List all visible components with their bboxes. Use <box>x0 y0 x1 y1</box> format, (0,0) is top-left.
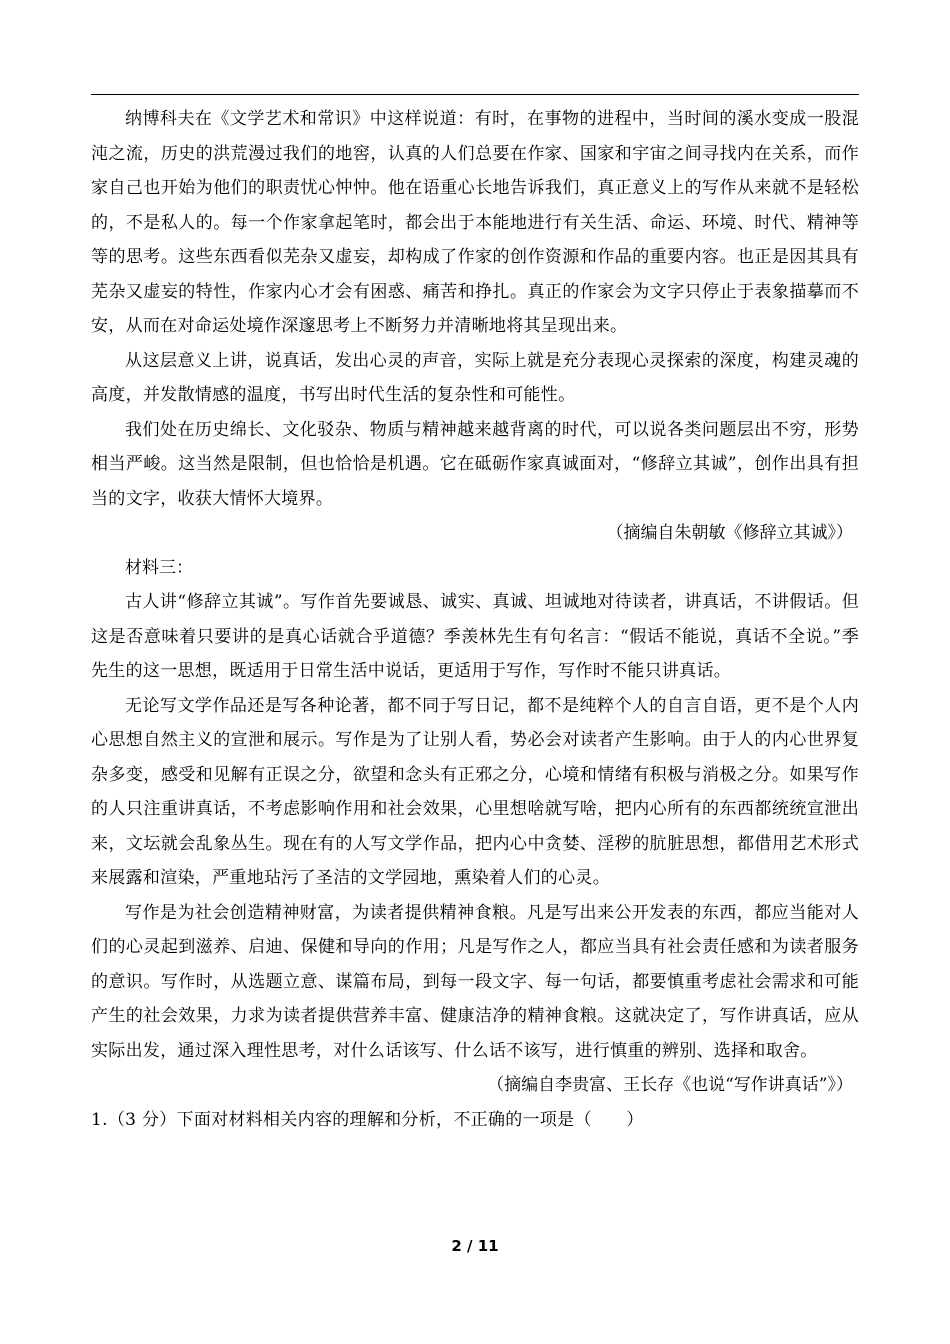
document-body <box>91 102 859 1137</box>
header-rule <box>91 94 859 95</box>
paragraph: 纳博科夫在《文学艺术和常识》中这样说道：有时，在事物的进程中，当时间的溪水变成一股混沌之流，历史的洪荒漫过我们的地窖，认真的人们总要在作家、国家和宇宙之间寻找内在关系，而作家自己也开始为他们的职责忧心忡忡。他在语重心长地告诉我们，真正意义上的写作从来就不是轻松的，不是私人的。每一个作家拿起笔时，都会出于本能地进行有关生活、命运、环境、时代、精神等等的思考。这些东西看似芜杂又虚妄，却构成了作家的创作资源和作品的重要内容。也正是因其具有芜杂又虚妄的特性，作家内心才会有困惑、痛苦和挣扎。真正的作家会为文字只停止于表象描摹而不安，从而在对命运处境作深邃思考上不断努力并清晰地将其呈现出来。 <box>91 109 859 336</box>
paragraph: 从这层意义上讲，说真话，发出心灵的声音，实际上就是充分表现心灵探索的深度，构建灵魂的高度，并发散情感的温度，书写出时代生活的复杂性和可能性。 <box>91 350 859 405</box>
paragraph: 无论写文学作品还是写各种论著，都不同于写日记，都不是纯粹个人的自言自语，更不是个人内心思想自然主义的宣泄和展示。写作是为了让别人看，势必会对读者产生影响。由于人的内心世界复杂多变，感受和见解有正误之分，欲望和念头有正邪之分，心境和情绪有积极与消极之分。如果写作的人只注重讲真话，不考虑影响作用和社会效果，心里想啥就写啥，把内心所有的东西都统统宣泄出来，文坛就会乱象丛生。现在有的人写文学作品，把内心中贪婪、淫秽的肮脏思想，都借用艺术形式来展露和渲染，严重地玷污了圣洁的文学园地，熏染着人们的心灵。 <box>91 695 859 888</box>
page-number: 2 / 11 <box>451 1237 499 1255</box>
question-1: 1.（3 分）下面对材料相关内容的理解和分析，不正确的一项是（ ） <box>91 1109 644 1130</box>
paragraph: 古人讲“修辞立其诚”。写作首先要诚恳、诚实、真诚、坦诚地对待读者，讲真话，不讲假话。但这是否意味着只要讲的是真心话就合乎道德？季羡林先生有句名言：“假话不能说，真话不全说。”季先生的这一思想，既适用于日常生活中说话，更适用于写作，写作时不能只讲真话。 <box>91 592 859 681</box>
source-citation: （摘编自朱朝敏《修辞立其诚》） <box>606 523 853 543</box>
material-heading: 材料三： <box>125 557 193 578</box>
paragraph: 我们处在历史绵长、文化驳杂、物质与精神越来越背离的时代，可以说各类问题层出不穷，形势相当严峻。这当然是限制，但也恰恰是机遇。它在砥砺作家真诚面对，“修辞立其诚”，创作出具有担当的文字，收获大情怀大境界。 <box>91 419 859 509</box>
source-citation: （摘编自李贵富、王长存《也说“写作讲真话”》） <box>487 1075 853 1095</box>
paragraph: 写作是为社会创造精神财富，为读者提供精神食粮。凡是写出来公开发表的东西，都应当能对人们的心灵起到滋养、启迪、保健和导向的作用；凡是写作之人，都应当具有社会责任感和为读者服务的意识。写作时，从选题立意、谋篇布局，到每一段文字、每一句话，都要慎重考虑社会需求和可能产生的社会效果，力求为读者提供营养丰富、健康洁净的精神食粮。这就决定了，写作讲真话，应从实际出发，通过深入理性思考，对什么话该写、什么话不该写，进行慎重的辨别、选择和取舍。 <box>91 902 859 1061</box>
